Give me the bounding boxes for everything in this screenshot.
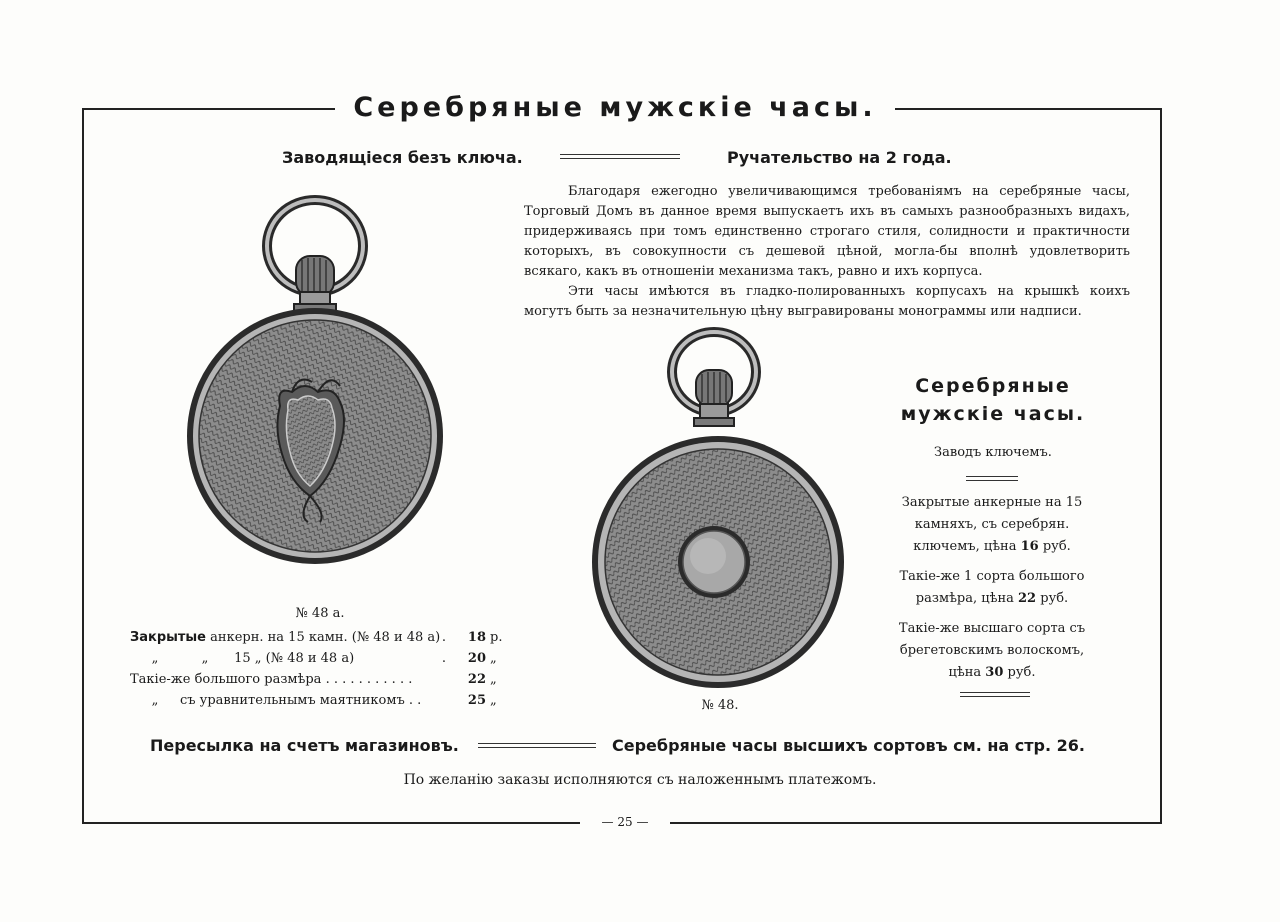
offer-2 — [892, 566, 1092, 610]
price-row-label: 15 „ (№ 48 и 48 а) — [230, 651, 355, 666]
cod-note: По желанiю заказы исполняются съ наложеннымъ платежомъ. — [403, 772, 877, 788]
pocket-watch-48a-illustration — [180, 196, 450, 596]
watch-48a-caption: № 48 а. — [295, 606, 345, 621]
side-title-line-1: Серебряные — [915, 375, 1071, 397]
page-number: — 25 — — [580, 812, 670, 832]
offer-2-price: 22 — [1018, 591, 1037, 606]
offer-3 — [892, 618, 1092, 684]
price-row-dots: . — [441, 651, 446, 666]
price-unit: „ — [490, 672, 497, 687]
ditto-mark: „ — [151, 651, 159, 666]
description-line-5: всякаго, какъ въ отношенiи механизма такъ, равно и ихъ корпуса. — [524, 264, 983, 279]
heading-divider — [560, 154, 680, 159]
ditto-mark: „ — [151, 693, 159, 708]
right-heading: Ручательство на 2 года. — [727, 148, 952, 167]
page-title: Серебряные мужскiе часы. — [335, 90, 895, 126]
price-unit: „ — [490, 651, 497, 666]
price-value: 25 — [467, 693, 486, 708]
higher-grades-note: Серебряные часы высшихъ сортовъ см. на стр. 26. — [612, 736, 1085, 755]
pocket-watch-48-illustration — [590, 330, 850, 700]
price-value: 20 — [467, 651, 486, 666]
price-row-dots: . — [441, 630, 446, 645]
watch-48a-price-table — [130, 630, 514, 714]
ditto-mark: „ — [201, 651, 209, 666]
description-line-4: которыхъ, въ совокупности съ дешевой цѣной, могла-бы вполнѣ удовлетворить — [524, 244, 1130, 259]
description-line-2: Торговый Домъ въ данное время выпускаетъ ихъ въ самыхъ разнообразныхъ видахъ, — [524, 204, 1130, 219]
offer-3-text: Такiе-же высшаго сорта съ брегетовскимъ волоскомъ, цѣна — [898, 621, 1086, 680]
shipping-note: Пересылка на счетъ магазиновъ. — [150, 736, 459, 755]
price-row-bold-label: Закрытые — [130, 630, 207, 645]
side-divider-bottom — [960, 692, 1030, 697]
side-subtitle: Заводъ ключемъ. — [934, 445, 1052, 460]
description-line-6: Эти часы имѣются въ гладко-полированныхъ корпусахъ на крышкѣ коихъ — [568, 284, 1130, 299]
price-row-dots: . . . . . . . . . . . — [321, 672, 413, 687]
offer-3-price: 30 — [985, 665, 1004, 680]
side-divider-top — [966, 476, 1018, 481]
price-row — [130, 630, 514, 651]
price-row-label: Такiе-же большого размѣра — [130, 672, 322, 687]
price-unit: „ — [490, 693, 497, 708]
description-line-7: могутъ быть за незначительную цѣну выгравированы монограммы или надписи. — [524, 304, 1082, 319]
price-value: 22 — [467, 672, 486, 687]
offer-1-unit: руб. — [1042, 539, 1071, 554]
price-row-label: съ уравнительнымъ маятникомъ — [180, 693, 405, 708]
price-row-dots: . . — [404, 693, 422, 708]
offer-1-price: 16 — [1020, 539, 1039, 554]
side-title — [888, 372, 1098, 428]
watch-48-caption: № 48. — [701, 698, 739, 713]
offer-2-unit: руб. — [1040, 591, 1069, 606]
offer-1-text: Закрытые анкерные на 15 камняхъ, съ серебрян. ключемъ, цѣна — [901, 495, 1083, 554]
offer-3-unit: руб. — [1007, 665, 1036, 680]
side-title-line-2: мужскiе часы. — [900, 403, 1086, 425]
offer-2-text: Такiе-же 1 сорта большого размѣра, цѣна — [899, 569, 1085, 606]
bottom-divider — [478, 743, 596, 748]
price-row — [130, 693, 514, 714]
description-line-1: Благодаря ежегодно увеличивающимся требованiямъ на серебряные часы, — [568, 184, 1130, 199]
price-row-label: анкерн. на 15 камн. (№ 48 и 48 а) — [206, 630, 441, 645]
price-unit: р. — [490, 630, 503, 645]
left-heading: Заводящiеся безъ ключа. — [282, 148, 523, 167]
price-row — [130, 672, 514, 693]
description-line-3: придерживаясь при томъ единственно строгаго стиля, солидности и практичности — [524, 224, 1130, 239]
price-value: 18 — [467, 630, 486, 645]
offer-1 — [892, 492, 1092, 558]
price-row — [130, 651, 514, 672]
